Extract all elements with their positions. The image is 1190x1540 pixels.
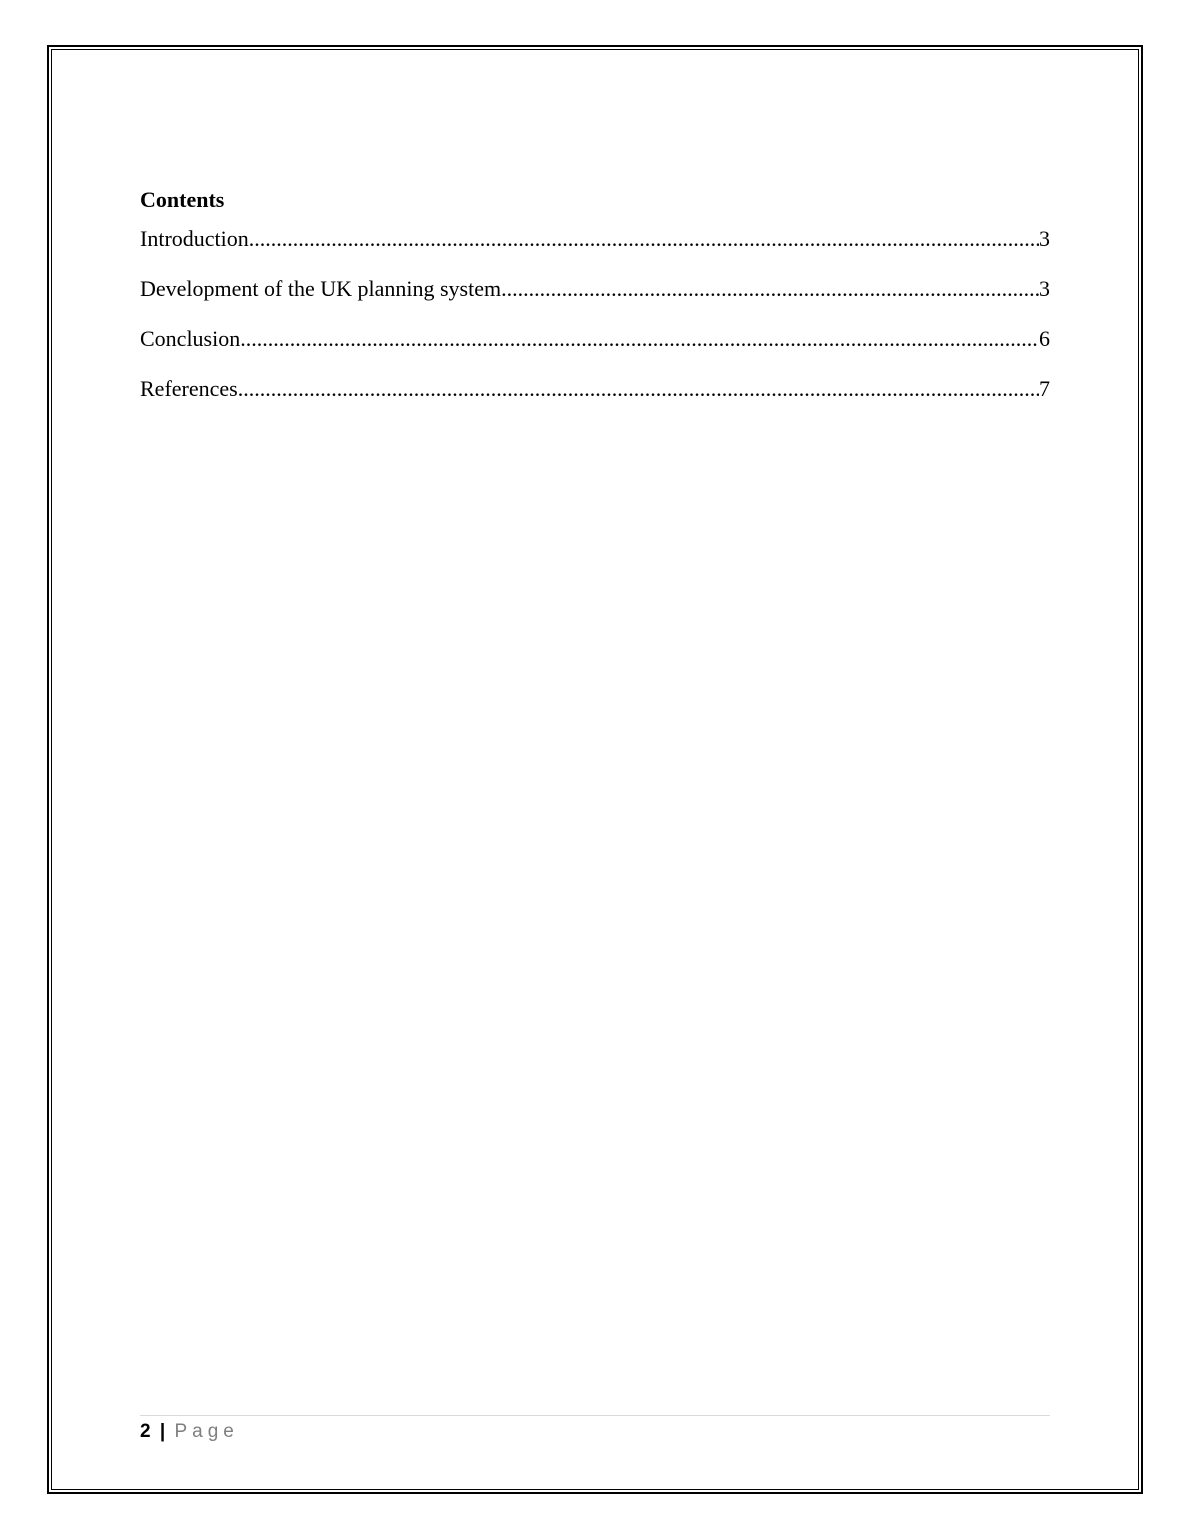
toc-dot-leader [249,224,1039,254]
toc-entry-title: Introduction [140,226,249,251]
toc-dot-leader [238,374,1039,404]
toc-entry-title: Development of the UK planning system [140,276,502,301]
toc-entry-page: 3 [1039,276,1050,301]
toc-entry-development[interactable] [140,274,1050,324]
footer-page-label: Page [174,1421,239,1442]
toc-dot-leader [501,274,1039,304]
toc-entry-conclusion[interactable] [140,324,1050,374]
toc-entry-page: 6 [1039,326,1050,351]
toc-entry-title: References [140,376,238,401]
footer-page-number: 2 [140,1421,151,1442]
page-footer [140,1419,239,1445]
toc-entry-references[interactable] [140,374,1050,424]
toc-entry-introduction[interactable] [140,224,1050,274]
footer-rule [140,1415,1050,1416]
toc-entry-title: Conclusion [140,326,241,351]
footer-separator: | [159,1421,166,1442]
toc-heading: Contents [140,187,225,212]
toc-entry-page: 7 [1039,376,1050,401]
toc-entry-page: 3 [1039,226,1050,251]
table-of-contents [140,184,1050,424]
toc-dot-leader [240,324,1039,354]
